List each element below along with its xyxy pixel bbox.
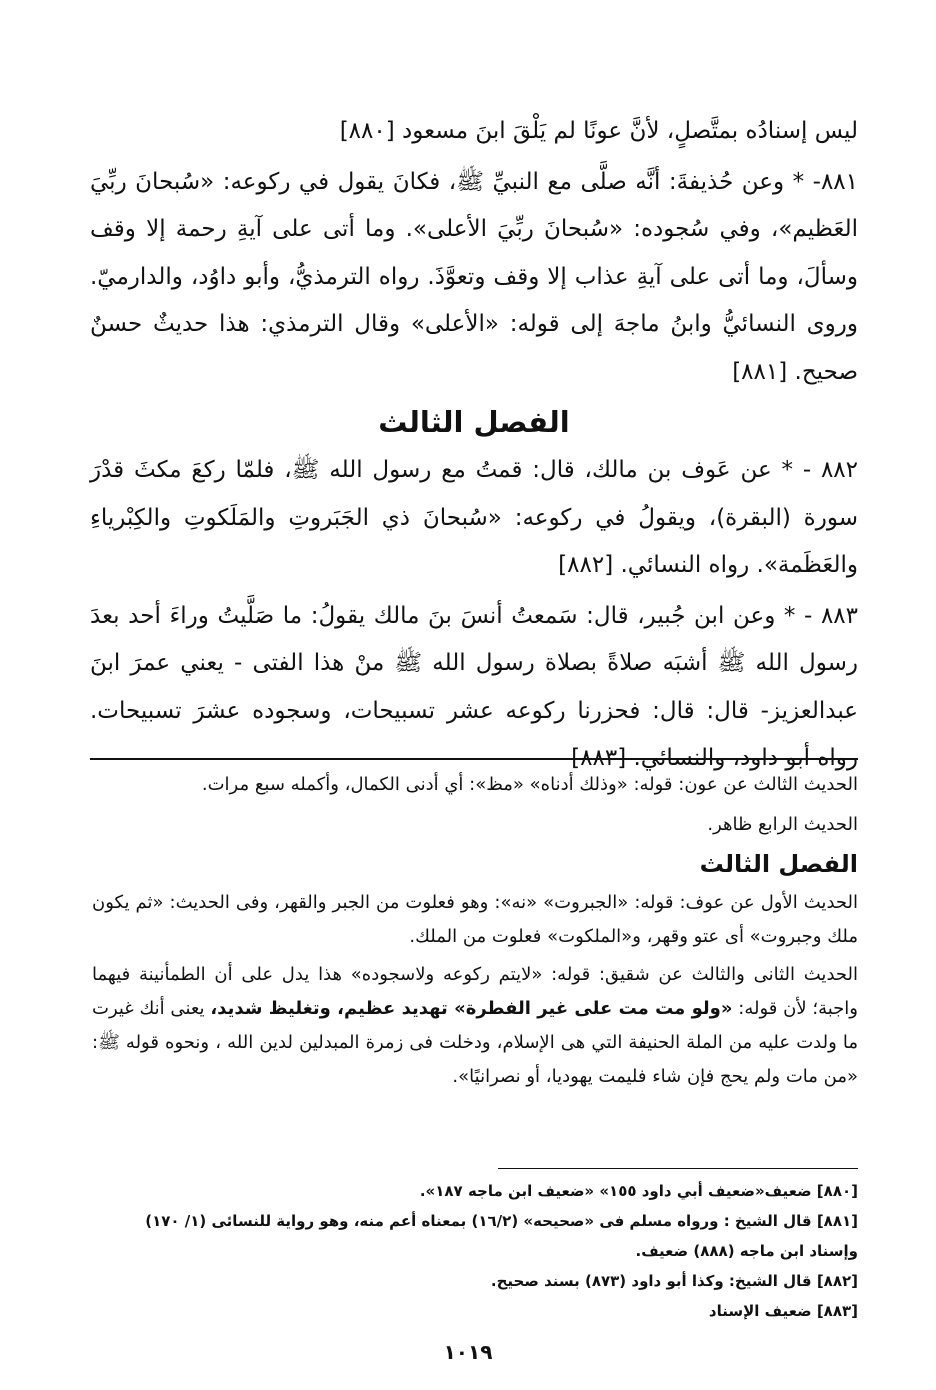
main-text xyxy=(90,108,858,783)
footnote-880: [٨٨٠] ضعيف«ضعيف أبي داود ١٥٥» «ضعيف ابن ماجه ١٨٧». xyxy=(419,1182,858,1200)
hadith-881: ٨٨١- * وعن حُذيفةَ: أنَّه صلَّى مع النبيِّ ﷺ، فكانَ يقول في ركوعه: «سُبحانَ ربِّيَ العَظيم»، وفي سُجوده: «سُبحانَ ربِّيَ الأعلى». وما أتى على آيةِ رحمة إلا وقف وسألَ، وما أتى على آيةِ عذاب إلا وقف وتعوَّذَ. رواه الترمذيُّ، وأبو داوُد، والدارميّ. وروى النسائيُّ وابنُ ماجهَ إلى قوله: «الأعلى» وقال الترمذي: هذا حديثٌ حسنٌ صحيح. [٨٨١] xyxy=(90,168,858,385)
footnote-divider xyxy=(498,1168,858,1169)
commentary-paragraph xyxy=(92,958,858,1094)
commentary-divider xyxy=(90,758,858,760)
page-number: ١٠١٩ xyxy=(443,1340,493,1364)
commentary-text: الحديث الثانى والثالث عن شقيق: قوله: «لايتم ركوعه ولاسجوده» هذا يدل على أن الطمأنينة فيهما واجبة؛ لأن قوله: xyxy=(92,964,858,1019)
commentary-paragraph: الحديث الرابع ظاهر. xyxy=(707,814,858,835)
commentary-paragraph: الحديث الثالث عن عون: قوله: «وذلك أدناه» «مظ»: أي أدنى الكمال، وأكمله سبع مرات. xyxy=(201,774,858,795)
footnotes xyxy=(92,1176,858,1326)
commentary-paragraph: الحديث الأول عن عوف: قوله: «الجبروت» «نه»: وهو فعلوت من الجبر والقهر، وفى الحديث: «ثم يكون ملك وجبروت» أى عتو وقهر، و«الملكوت» فعلوت من الملك. xyxy=(92,892,858,947)
commentary-text: يعنى أنك غيرت ما ولدت عليه من الملة الحنيفة التي هى الإسلام، ودخلت فى زمرة المبدلين لدين الله ، ونحوه قوله ﷺ: «من مات ولم يحج فإن شاء فليمت يهوديا، أو نصرانيًا». xyxy=(92,998,858,1087)
commentary-emphasis: «ولو مت مت على غير الفطرة» تهديد عظيم، وتغليظ شديد، xyxy=(210,998,733,1019)
hadith-883: ٨٨٣ - * وعن ابن جُبير، قال: سَمعتُ أنسَ بنَ مالك يقولُ: ما صَلَّيتُ وراءَ أحد بعدَ رسول الله ﷺ أشبَه صلاةً بصلاة رسول الله ﷺ منْ هذا الفتى - يعني عمرَ ابنَ عبدالعزيز- قال: قال: فحزرنا ركوعه عشر تسبيحات، وسجوده عشرَ تسبيحات. رواه أبو داود، والنسائي. [٨٨٣] xyxy=(90,602,858,771)
footnote-881: [٨٨١] قال الشيخ : ورواه مسلم فى «صحيحه» (١٦/٢) بمعناه أعم منه، وهو رواية للنسائى (١/ ١٧٠) وإسناد ابن ماجه (٨٨٨) ضعيف. xyxy=(145,1212,858,1260)
hadith-882: ٨٨٢ - * عن عَوف بن مالك، قال: قمتُ مع رسول الله ﷺ، فلمّا ركعَ مكثَ قدْرَ سورة (البقرة)، ويقولُ في ركوعه: «سُبحانَ ذي الجَبَروتِ والمَلَكوتِ والكِبْرياءِ والعَظَمة». رواه النسائي. [٨٨٢] xyxy=(90,457,858,578)
section-heading: الفصل الثالث xyxy=(378,405,570,439)
footnote-883: [٨٨٣] ضعيف الإسناد xyxy=(708,1302,858,1320)
commentary-section xyxy=(92,768,858,1094)
hadith-880-tail: ليس إسنادُه بمتَّصلٍ، لأنَّ عونًا لم يَلْقَ ابنَ مسعود [٨٨٠] xyxy=(339,118,858,144)
footnote-882: [٨٨٢] قال الشيخ: وكذا أبو داود (٨٧٣) بسند صحيح. xyxy=(490,1272,858,1290)
commentary-heading: الفصل الثالث xyxy=(699,850,858,878)
